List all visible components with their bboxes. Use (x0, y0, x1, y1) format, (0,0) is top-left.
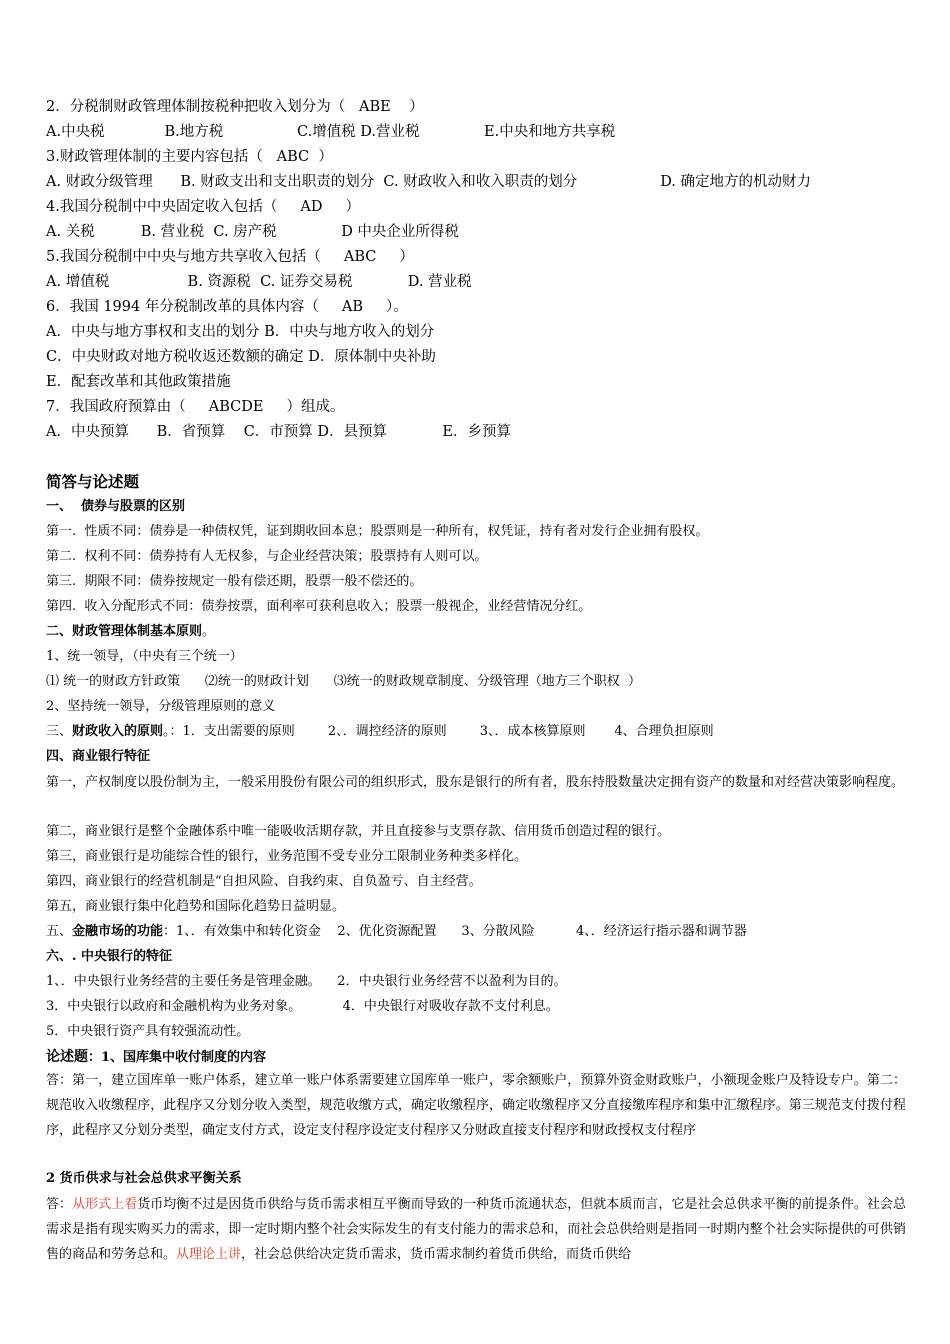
bonds-stocks-line-4: 第四. 收入分配形式不同：债券按票，面利率可获利息收入；股票一般视企，业经营情况分红。 (46, 599, 592, 614)
question-2: 2．分税制财政管理体制按税种把收入划分为（ ABE ） (46, 99, 424, 115)
financial-market-heading: 金融市场的功能 (72, 924, 164, 939)
commercial-bank-line-5: 第五，商业银行集中化趋势和国际化趋势日益明显。 (46, 899, 346, 914)
revenue-principles-heading: 财政收入的原则 (72, 724, 164, 739)
essay-answer-1: 答：第一，建立国库单一账户体系，建立单一账户体系需要建立国库单一账户，零余额账户，预算外资金财政账户，小额现金账户及特设专户。第二：规范收入收缴程序，此程序又分划分收入类型，规范收缴方式，确定收缴程序，确定收缴程序又分直接缴库程序和集中汇缴程序。第三规范支付拨付程序，此程序又分划分类型，确定支付方式，设定支付程序设定支付程序又分财政直接支付程序和财政授权支付程序 (46, 1073, 906, 1138)
essay-heading: 论述题 (46, 1049, 88, 1065)
commercial-bank-line-2: 第二，商业银行是整个金融体系中唯一能吸收活期存款，并且直接参与支票存款、信用货币创造过程的银行。 (46, 824, 671, 839)
question-5: 5.我国分税制中中央与地方共享收入包括（ ABC ） (46, 249, 414, 265)
essay-answer-2-part-2: ，社会总供给决定货币需求，货币需求制约着货币供给，而货币供给 (241, 1246, 632, 1262)
financial-market-prefix: 五、 (46, 924, 73, 939)
central-bank-line-3: 5．中央银行资产具有较强流动性。 (46, 1024, 250, 1039)
subsection-bonds-stocks-title: 一、 债券与股票的区别 (46, 499, 186, 514)
question-6-option-ab: A．中央与地方事权和支出的划分 B．中央与地方收入的划分 (46, 324, 435, 340)
essay-answer-2-highlight-2: 从理论上讲 (176, 1246, 242, 1262)
question-2-options: A.中央税 B.地方税 C.增值税 D.营业税 E.中央和地方共享税 (46, 124, 616, 140)
question-6-option-cd: C．中央财政对地方税收返还数额的确定 D．原体制中央补助 (46, 349, 436, 365)
question-7-options: A．中央预算 B．省预算 C．市预算 D．县预算 E．乡预算 (46, 424, 511, 440)
question-5-options: A. 增值税 B. 资源税 C. 证券交易税 D. 营业税 (46, 274, 472, 290)
fiscal-principles-heading: 二、财政管理体制基本原则 (46, 624, 203, 639)
essay-answer-2-part-1: 货币均衡不过是因货币供给与货币需求相互平衡而导致的一种货币流通状态，但就本质而言，它是社会总供求平衡的前提条件。社会总需求是指有现实购买力的需求，即一定时期内整个社会实际发生的有支付能力的需求总和，而社会总供给则是指同一时期内整个社会实际提供的可供销售的商品和劳务总和。 (46, 1197, 906, 1262)
bonds-stocks-line-1: 第一. 性质不同：债券是一种债权凭，证到期收回本息；股票则是一种所有，权凭证，持有者对发行企业拥有股权。 (46, 524, 709, 539)
fiscal-principles-line-1: 1、统一领导，（中央有三个统一） (46, 649, 243, 664)
section-title: 简答与论述题 (46, 472, 140, 491)
essay-section-title (46, 1046, 266, 1069)
financial-market-items: ：1、．有效集中和转化资金 2、优化资源配置 3、分散风险 4、．经济运行指示器和调节器 (163, 924, 747, 939)
commercial-bank-line-4: 第四，商业银行的经营机制是“自担风险、自我约束、自负盈亏、自主经营。 (46, 874, 482, 889)
essay-question-1: ：1、国库集中收付制度的内容 (88, 1050, 267, 1065)
commercial-bank-line-3: 第三，商业银行是功能综合性的银行，业务范围不受专业分工限制业务种类多样化。 (46, 849, 528, 864)
central-bank-line-2: 3．中央银行以政府和金融机构为业务对象。 4．中央银行对吸收存款不支付利息。 (46, 999, 559, 1014)
fiscal-principles-heading-end: 。 (202, 624, 216, 639)
question-7: 7．我国政府预算由（ ABCDE ）组成。 (46, 399, 345, 415)
question-6-option-e: E．配套改革和其他政策措施 (46, 374, 231, 390)
commercial-bank-paragraph-1: 第一，产权制度以股份制为主，一般采用股份有限公司的组织形式，股东是银行的所有者，股东持股数量决定拥有资产的数量和对经营决策影响程度。 (46, 775, 905, 790)
question-4-options: A. 关税 B. 营业税 C. 房产税 D 中央企业所得税 (46, 224, 459, 240)
essay-answer-2-prefix: 答： (46, 1197, 73, 1212)
fiscal-principles-line-2: ⑴ 统一的财政方针政策 ⑵统一的财政计划 ⑶统一的财政规章制度、分级管理（地方三个职权 ） (46, 674, 641, 689)
subsection-financial-market (46, 921, 747, 943)
essay-question-2: 2 货币供求与社会总供求平衡关系 (46, 1171, 242, 1186)
essay-answer-2-highlight-1: 从形式上看 (72, 1197, 138, 1212)
central-bank-line-1: 1、．中央银行业务经营的主要任务是管理金融。 2．中央银行业务经营不以盈利为目的。 (46, 974, 567, 989)
revenue-principles-prefix: 三、 (46, 724, 73, 739)
subsection-revenue-principles (46, 721, 714, 743)
fiscal-principles-line-3: 2、坚持统一领导，分级管理原则的意义 (46, 699, 276, 714)
subsection-fiscal-principles-title (46, 621, 215, 643)
question-3-options: A. 财政分级管理 B. 财政支出和支出职责的划分 C. 财政收入和收入职责的划分 D. 确定地方的机动财力 (46, 174, 812, 190)
revenue-principles-items: 。：1．支出需要的原则 2、．调控经济的原则 3、．成本核算原则 4、合理负担原则 (163, 724, 714, 739)
essay-answer-2 (46, 1193, 906, 1267)
subsection-commercial-bank-title: 四、商业银行特征 (46, 749, 151, 764)
bonds-stocks-line-3: 第三. 期限不同：债券按规定一般有偿还期，股票一般不偿还的。 (46, 574, 423, 589)
bonds-stocks-line-2: 第二. 权利不同：债券持有人无权参，与企业经营决策；股票持有人则可以。 (46, 549, 488, 564)
question-3: 3.财政管理体制的主要内容包括（ ABC ） (46, 149, 333, 165)
subsection-central-bank-title: 六、. 中央银行的特征 (46, 949, 173, 964)
question-6: 6．我国 1994 年分税制改革的具体内容（ AB ）。 (46, 299, 408, 315)
question-4: 4.我国分税制中中央固定收入包括（ AD ） (46, 199, 361, 215)
